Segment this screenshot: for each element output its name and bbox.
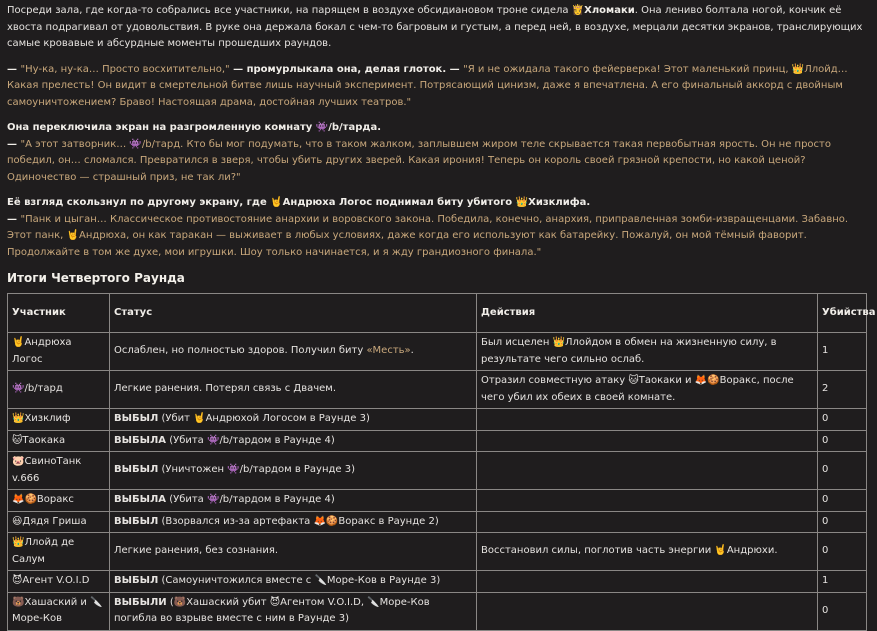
quote: "Панк и цыган… Классическое противостояние анархии и воровского закона. Победила, конечно, анархия, приправленная зомби-извращенцами. Забавно. Этот панк, 🤘Андрюха, он как таракан — выживает в любых условиях, даже когда его используют как батарейку. Пожалуй, он мой тёмный фаворит. Продолжайте в том же духе, мои игрушки. Шоу только начинается, и я жду грандиозного финала." (7, 213, 849, 258)
intro-text-tail: . Она лениво болтала ногой, кончик её хвоста подрагивал от удовольствия. В руке она держала бокал с чем-то багровым и густым, а перед ней, в воздухе, мерцали десятки экранов, транслирующих самые кровавые и абсурдные моменты прошедших раундов. (7, 5, 863, 49)
status-text: Легкие ранения, без сознания. (114, 545, 279, 557)
status-cell (110, 533, 477, 571)
actions-text: Был исцелен 👑Ллойдом в обмен на жизненную силу, в результате чего сильно ослаб. (481, 337, 777, 365)
kills-cell (818, 409, 867, 431)
kills-cell (818, 430, 867, 452)
kills-cell (818, 511, 867, 533)
speech-paragraph-2 (7, 120, 869, 186)
actions-cell (477, 371, 818, 409)
status-text: ВЫБЫЛ (114, 413, 159, 424)
participant-name: 🐱Таокака (12, 434, 66, 446)
status-cell (110, 511, 477, 533)
hlomaki-name: 👸Хломаки (571, 5, 635, 16)
results-table (7, 293, 876, 631)
dash: — (7, 138, 21, 150)
actions-text: Восстановил силы, поглотив часть энергии 🤘Андрюхи. (481, 545, 778, 557)
status-text: Легкие ранения. Потерял связь с Двачем. (114, 383, 337, 395)
narration: Её взгляд скользнул по другому экрану, где 🤘Андрюха Логос поднимал биту убитого 👑Хизклифа. (7, 197, 591, 208)
status-detail: (Уничтожен 👾/b/тардом в Раунде 3) (158, 464, 356, 476)
table-row (8, 571, 867, 593)
actions-cell (477, 409, 818, 431)
table-row (8, 533, 867, 571)
quote: "А этот затворник… 👾/b/тард. Кто бы мог подумать, что в таком жалком, заплывшем жиром теле скрывается такая первобытная ярость. Он не просто победил, он… сломался. Превратился в зверя, чтобы убить других зверей. Какая ирония! Теперь он король своей грязной крепости, но какой ценой? Одиночество — страшный приз, не так ли?" (7, 138, 831, 183)
participant-name: 🦊🍪Воракс (12, 494, 74, 505)
status-cell (110, 333, 477, 371)
status-text: ВЫБЫЛ (114, 575, 159, 586)
actions-cell (477, 333, 818, 371)
status-cell (110, 592, 477, 630)
status-detail: (🐻Хашаский убит 😈Агентом V.O.I.D, 🔪Море-Ков погибла во взрыве вместе с ним в Раунде 3) (114, 596, 430, 624)
kills-value: 1 (822, 575, 829, 586)
status-detail: (Убит 🤘Андрюхой Логосом в Раунде 3) (158, 413, 370, 424)
intro-paragraph (7, 3, 869, 53)
participant-cell (8, 490, 110, 512)
participant-name: 🐻Хашаский и 🔪Море-Ков (12, 596, 103, 624)
speech-paragraph-3 (7, 195, 869, 261)
kills-cell (818, 452, 867, 490)
kills-cell (818, 333, 867, 371)
actions-cell (477, 452, 818, 490)
status-detail: (Самоуничтожился вместе с 🔪Море-Ков в Раунде 3) (158, 575, 441, 586)
participant-cell (8, 409, 110, 431)
status-text: ВЫБЫЛИ (114, 596, 167, 608)
table-row (8, 430, 867, 452)
participant-cell (8, 333, 110, 371)
participant-cell (8, 371, 110, 409)
kills-cell (818, 592, 867, 630)
table-row (8, 511, 867, 533)
actions-cell (477, 592, 818, 630)
participant-name: 👑Ллойд де Салум (12, 537, 75, 565)
kills-value: 0 (822, 515, 829, 527)
table-row (8, 452, 867, 490)
participant-cell (8, 533, 110, 571)
quote: "Я и не ожидала такого фейерверка! Этот маленький принц, 👑Ллойд… Какая прелесть! Он видит в смертельной битве лишь научный эксперимент. Потрясающий цинизм, даже я впечатлена. А его финальный аккорд с двойным самоуничтожением? Браво! Настоящая драма, достойная лучших театров." (7, 63, 848, 108)
participant-cell (8, 511, 110, 533)
kills-value: 2 (822, 383, 829, 395)
kills-value: 0 (822, 545, 829, 557)
actions-cell (477, 511, 818, 533)
speech-paragraph-1 (7, 62, 869, 112)
quote: "Ну-ка, ну-ка… Просто восхитительно," (20, 63, 230, 75)
kills-value: 0 (822, 604, 829, 616)
kills-cell (818, 371, 867, 409)
participant-cell (8, 571, 110, 593)
status-text: ВЫБЫЛ (114, 464, 159, 476)
participant-name: 👾/b/тард (12, 383, 63, 395)
table-row (8, 371, 867, 409)
status-detail: (Убита 👾/b/тардом в Раунде 4) (166, 494, 335, 505)
kills-value: 0 (822, 434, 829, 446)
table-row (8, 490, 867, 512)
status-cell (110, 571, 477, 593)
header-actions: Действия (477, 294, 818, 333)
dash: — (7, 213, 21, 225)
participant-name: 😈Агент V.O.I.D (12, 575, 90, 586)
status-detail: «Месть» (366, 345, 411, 357)
status-text: ВЫБЫЛ (114, 515, 159, 527)
table-row (8, 592, 867, 630)
header-participant: Участник (8, 294, 110, 333)
kills-cell (818, 490, 867, 512)
table-header-row (8, 294, 867, 333)
status-cell (110, 430, 477, 452)
header-status: Статус (110, 294, 477, 333)
kills-cell (818, 571, 867, 593)
participant-name: 👑Хизклиф (12, 413, 71, 424)
status-text: ВЫБЫЛА (114, 494, 167, 505)
participant-name: 🐷СвиноТанк v.666 (12, 456, 82, 484)
participant-name: 🤘Андрюха Логос (12, 337, 72, 365)
actions-cell (477, 533, 818, 571)
intro-text: Посреди зала, где когда-то собрались все участники, на парящем в воздухе обсидиановом троне сидела (7, 5, 572, 16)
status-detail: (Убита 👾/b/тардом в Раунде 4) (166, 434, 335, 446)
participant-cell (8, 430, 110, 452)
actions-text: Отразил совместную атаку 🐱Таокаки и 🦊🍪Воракс, после чего убил их обеих в своей комнате. (481, 375, 794, 403)
status-tail: . (410, 345, 414, 357)
participant-cell (8, 592, 110, 630)
narration: — промурлыкала она, делая глоток. — (229, 63, 464, 75)
narration: Она переключила экран на разгромленную комнату 👾/b/тарда. (7, 122, 381, 133)
kills-value: 1 (822, 345, 829, 357)
status-cell (110, 409, 477, 431)
header-kills: Убийства (818, 294, 867, 333)
kills-cell (818, 533, 867, 571)
actions-cell (477, 571, 818, 593)
status-cell (110, 452, 477, 490)
participant-cell (8, 452, 110, 490)
kills-value: 0 (822, 494, 829, 505)
dash: — (7, 63, 21, 75)
table-row (8, 333, 867, 371)
actions-cell (477, 430, 818, 452)
actions-cell (477, 490, 818, 512)
kills-value: 0 (822, 413, 829, 424)
status-text: Ослаблен, но полностью здоров. Получил биту (114, 345, 367, 357)
kills-value: 0 (822, 464, 829, 476)
status-detail: (Взорвался из-за артефакта 🦊🍪Воракс в Раунде 2) (158, 515, 439, 527)
participant-name: 😃Дядя Гриша (12, 515, 87, 527)
status-text: ВЫБЫЛА (114, 434, 167, 446)
status-cell (110, 371, 477, 409)
table-row (8, 409, 867, 431)
results-title: Итоги Четвертого Раунда (7, 271, 185, 285)
status-cell (110, 490, 477, 512)
